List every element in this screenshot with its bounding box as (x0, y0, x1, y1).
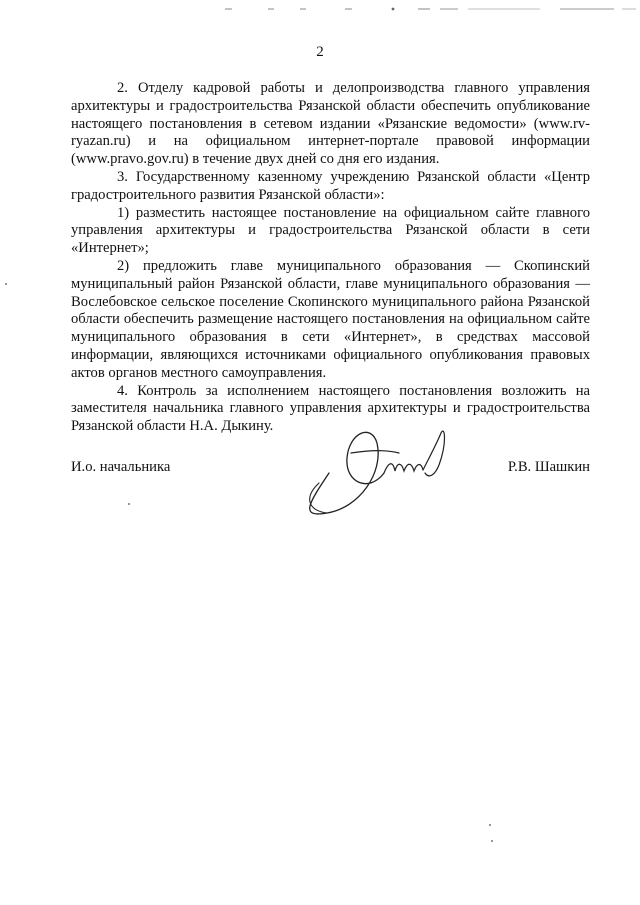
paragraph-3: 3. Государственному казенному учреждению Рязанской области «Центр градостроительного развития Рязанской области»: (71, 168, 590, 203)
paragraph-2: 2. Отделу кадровой работы и делопроизводства главного управления архитектуры и градостроительства Рязанской области обеспечить опубликование настоящего постановления в сетевом издании «Рязанские ведомости» (www.rv-ryazan.ru) и на официальном интернет-портале правовой информации (www.pravo.gov.ru) в течение двух дней со дня его издания. (71, 80, 590, 168)
page-number: 2 (316, 44, 324, 60)
scan-speck (128, 503, 130, 505)
scan-speck (489, 824, 491, 826)
paragraph-4: 4. Контроль за исполнением настоящего постановления возложить на заместителя начальника главного управления архитектуры и градостроительства Рязанской области Н.А. Дыкину. (71, 382, 590, 435)
signer-name: Р.В. Шашкин (507, 459, 590, 475)
scan-marks (0, 6, 640, 12)
paragraph-3-item-1: 1) разместить настоящее постановление на официальном сайте главного управления архитектуры и градостроительства Рязанской области в сети «Интернет»; (71, 204, 590, 257)
handwritten-signature (289, 413, 469, 523)
document-body (71, 80, 590, 436)
scan-speck (491, 840, 493, 842)
paragraph-3-item-2: 2) предложить главе муниципального образования — Скопинский муниципальный район Рязанской области, главе муниципального образования — Вослебовское сельское поселение Скопинского муниципального района Рязанской области обеспечить размещение настоящего постановления на официальном сайте муниципального образования в сети «Интернет», в средствах массовой информации, являющихся источниками официального опубликования правовых актов органов местного самоуправления. (71, 257, 590, 381)
scan-speck (5, 283, 7, 285)
signature-block (71, 453, 590, 523)
signer-title: И.о. начальника (71, 459, 171, 475)
